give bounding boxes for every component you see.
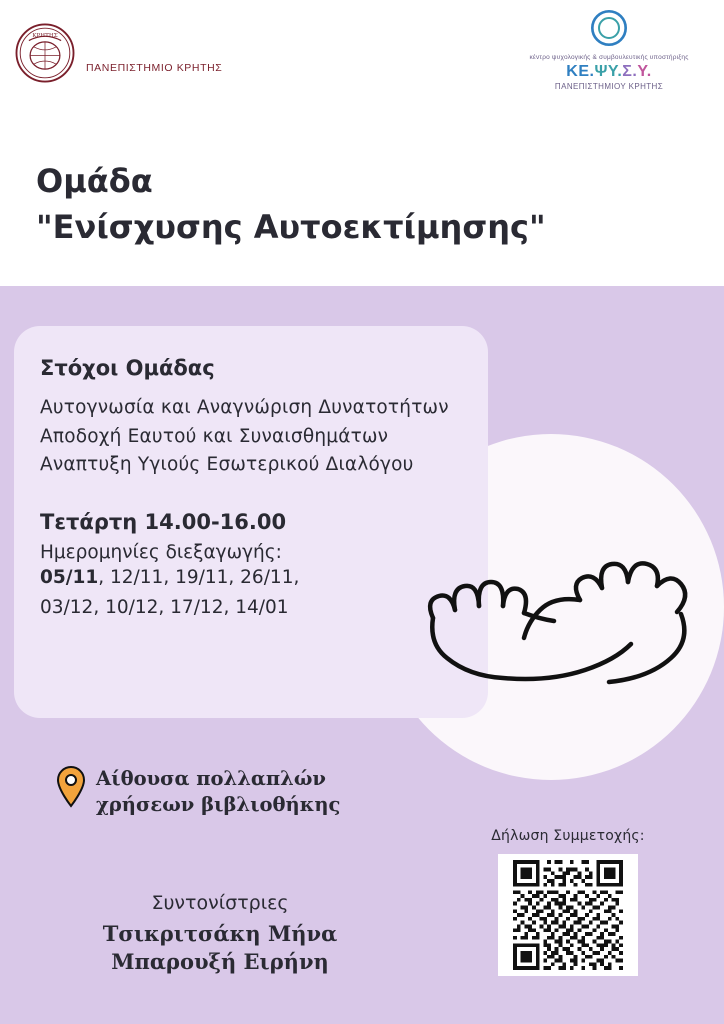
qr-code-icon[interactable]: [504, 860, 632, 970]
first-date: 05/11: [40, 567, 99, 589]
coordinators-block: [60, 892, 380, 977]
university-logo: [14, 22, 264, 84]
qr-code-container[interactable]: [498, 854, 638, 976]
center-acronym: [514, 63, 704, 81]
university-seal-icon: [14, 22, 76, 84]
acronym-part-s: Σ.: [622, 63, 638, 80]
svg-text:ΚΡΗΤΗΣ: ΚΡΗΤΗΣ: [32, 32, 58, 39]
acronym-part-ke: ΚΕ.: [566, 63, 595, 80]
ring-logo-icon: [589, 8, 629, 48]
dates-line-2: 03/12, 10/12, 17/12, 14/01: [40, 596, 289, 618]
title-line-2: "Ενίσχυσης Αυτοεκτίμησης": [36, 208, 546, 247]
counselling-center-logo: [514, 8, 704, 100]
list-item: Αποδοχή Εαυτού και Συναισθημάτων: [40, 425, 389, 447]
coordinators-label: Συντονίστριες: [151, 892, 289, 914]
acronym-part-psy: ΨΥ.: [594, 63, 623, 80]
acronym-part-y: Υ.: [637, 63, 652, 80]
coordinator-name-1: Τσικριτσάκη Μήνα: [102, 921, 338, 946]
page-title: [36, 158, 656, 251]
center-tagline: κέντρο ψυχολογικής & συμβουλευτικής υποστήριξης: [529, 54, 689, 61]
dates-label: Ημερομηνίες διεξαγωγής:: [40, 542, 282, 564]
hug-hands-illustration: [415, 560, 695, 730]
location-line-1: Αίθουσα πολλαπλών: [96, 767, 326, 790]
registration-block: [478, 828, 658, 976]
location-text: [96, 766, 340, 819]
registration-label: Δήλωση Συμμετοχής:: [491, 828, 645, 844]
location-block: [56, 766, 386, 819]
goals-list: [40, 394, 462, 480]
schedule-text: Τετάρτη 14.00-16.00: [40, 510, 287, 535]
list-item: Αυτογνωσία και Αναγνώριση Δυνατοτήτων: [40, 397, 449, 418]
dates-rest: , 12/11, 19/11, 26/11,: [98, 567, 300, 589]
center-subtitle: ΠΑΝΕΠΙΣΤΗΜΙΟΥ ΚΡΗΤΗΣ: [554, 82, 664, 91]
list-item: Αναπτυξη Υγιούς Εσωτερικού Διαλόγου: [40, 454, 414, 476]
university-name: ΠΑΝΕΠΙΣΤΗΜΙΟ ΚΡΗΤΗΣ: [86, 62, 223, 74]
title-line-1: Ομάδα: [36, 162, 153, 200]
goals-heading: Στόχοι Ομάδας: [40, 356, 215, 380]
coordinator-name-2: Μπαρουξή Ειρήνη: [111, 949, 329, 975]
map-pin-icon: [56, 766, 86, 808]
location-line-2: χρήσεων βιβλιοθήκης: [96, 793, 341, 817]
dates-line-1: [40, 563, 462, 593]
